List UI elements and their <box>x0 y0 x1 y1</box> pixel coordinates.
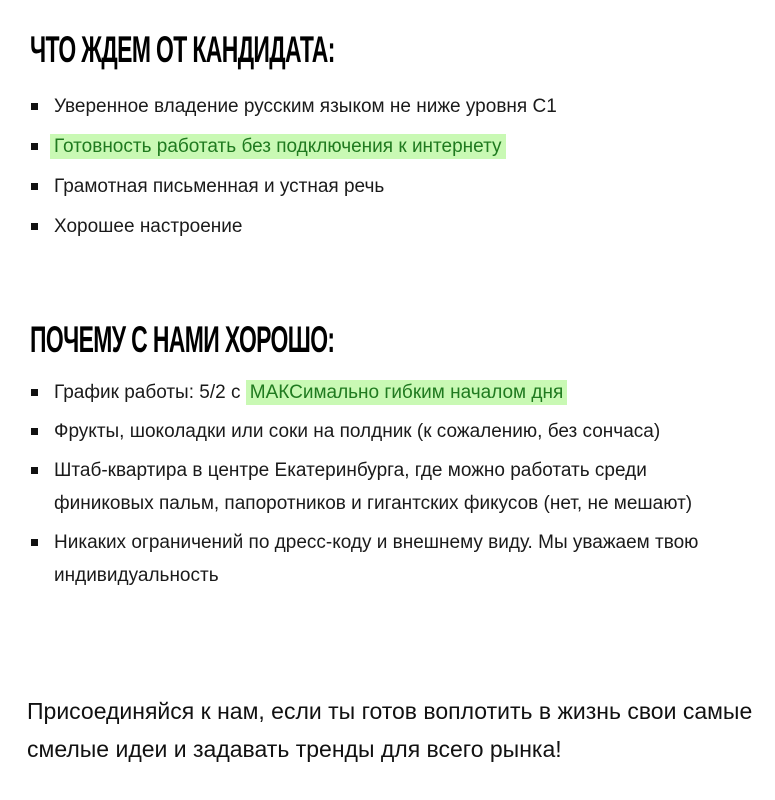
bullet-square <box>31 539 38 546</box>
list-item <box>30 415 730 448</box>
section-heading-requirements: ЧТО ЖДЕМ ОТ КАНДИДАТА: <box>30 29 335 70</box>
highlighted-text: МАКСимально гибким началом дня <box>246 380 568 405</box>
list-item <box>30 170 730 203</box>
bullet-square <box>31 467 38 474</box>
benefits-list <box>30 376 730 598</box>
bullet-square <box>31 183 38 190</box>
bullet-square <box>31 143 38 150</box>
list-item-text: Штаб-квартира в центре Екатеринбурга, где можно работать среди финиковых пальм, папоротников и гигантских фикусов (нет, не мешают) <box>54 460 693 514</box>
list-item <box>30 454 730 520</box>
list-item-text: Фрукты, шоколадки или соки на полдник (к сожалению, без сончаса) <box>54 421 661 442</box>
bullet-square <box>31 103 38 110</box>
list-item-text: Грамотная письменная и устная речь <box>54 176 385 197</box>
highlighted-text: Готовность работать без подключения к интернету <box>50 134 506 159</box>
bullet-square <box>31 428 38 435</box>
list-item-text: Никаких ограничений по дресс-коду и внешнему виду. Мы уважаем твою индивидуальность <box>54 532 699 586</box>
list-item <box>30 90 730 123</box>
bullet-square <box>31 223 38 230</box>
closing-paragraph: Присоединяйся к нам, если ты готов воплотить в жизнь свои самые смелые идеи и задавать тренды для всего рынка! <box>27 698 753 762</box>
list-item-text: Хорошее настроение <box>54 216 243 237</box>
bullet-square <box>31 389 38 396</box>
section-heading-benefits: ПОЧЕМУ С НАМИ ХОРОШО: <box>30 319 335 360</box>
list-item <box>30 526 730 592</box>
list-item-text: Уверенное владение русским языком не ниже уровня С1 <box>54 96 557 117</box>
list-item <box>30 210 730 243</box>
list-item-text: График работы: 5/2 с <box>54 382 246 403</box>
requirements-list <box>30 90 730 250</box>
list-item <box>30 376 730 409</box>
list-item <box>30 130 730 163</box>
